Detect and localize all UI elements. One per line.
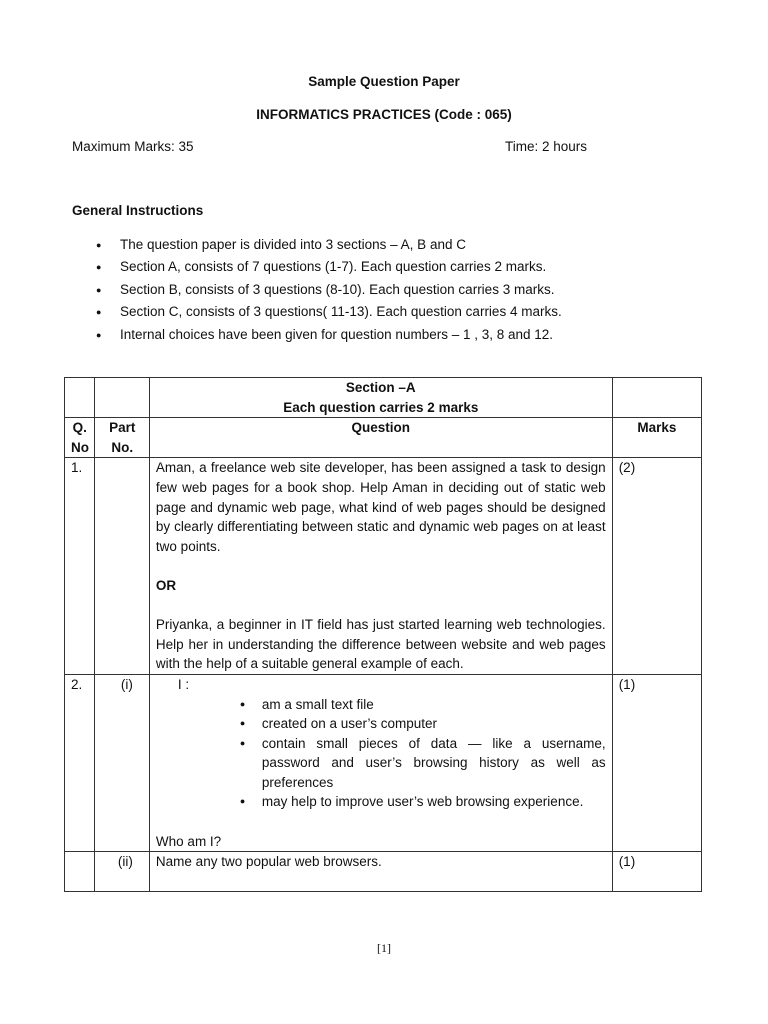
- instruction-item: ● Internal choices have been given for question numbers – 1 , 3, 8 and 12.: [72, 324, 712, 346]
- section-subtitle: Each question carries 2 marks: [283, 399, 479, 415]
- marks-value: (2): [612, 458, 701, 675]
- list-item: ● am a small text file: [240, 695, 606, 715]
- question-table: [64, 377, 702, 892]
- instruction-item: ● Section B, consists of 3 questions (8-10). Each question carries 3 marks.: [72, 279, 712, 301]
- time-allowed: Time: 2 hours: [505, 139, 588, 154]
- instructions-heading: General Instructions: [72, 203, 204, 218]
- section-header-row: [65, 378, 702, 418]
- question-text: I : ● am a small text file ● created on a user’s computer ● contain small pieces of data — like a username, password and user’s browsing history as well as preferences ● may help to improve user’s web browsing experience. Who am I?: [149, 674, 612, 851]
- instruction-item: ● Section C, consists of 3 questions( 11-13). Each question carries 4 marks.: [72, 301, 712, 323]
- section-title: Section –A: [345, 380, 416, 395]
- question-number: 1.: [65, 458, 95, 675]
- list-item: ● contain small pieces of data — like a username, password and user’s browsing history as well as preferences: [240, 734, 606, 793]
- instruction-item: ● Section A, consists of 7 questions (1-7). Each question carries 2 marks.: [72, 256, 712, 278]
- table-row: [65, 458, 702, 675]
- question-header: Question: [149, 418, 612, 458]
- list-item: ● created on a user’s computer: [240, 714, 606, 734]
- paper-subject: INFORMATICS PRACTICES (Code : 065): [256, 107, 512, 122]
- paper-title: Sample Question Paper: [308, 74, 460, 89]
- section-heading: [149, 378, 612, 418]
- instructions-list: [72, 234, 712, 346]
- question-number: 2.: [65, 674, 95, 851]
- marks-value: (1): [612, 674, 701, 851]
- part-header: Part No.: [95, 418, 149, 458]
- or-label: OR: [155, 577, 177, 593]
- page-number: [1]: [377, 941, 391, 955]
- marks-header: Marks: [612, 418, 701, 458]
- question-text: Name any two popular web browsers.: [149, 852, 612, 892]
- qno-header: Q. No: [65, 418, 95, 458]
- table-row: [65, 852, 702, 892]
- column-header-row: [65, 418, 702, 458]
- list-item: ● may help to improve user’s web browsing experience.: [240, 792, 606, 812]
- maximum-marks: Maximum Marks: 35: [72, 139, 194, 154]
- marks-value: (1): [612, 852, 701, 892]
- part-number: (ii): [95, 852, 149, 892]
- instruction-item: ● The question paper is divided into 3 sections – A, B and C: [72, 234, 712, 256]
- question-text: Aman, a freelance web site developer, has been assigned a task to design few web pages for a book shop. Help Aman in deciding out of static web page and dynamic web page, what kind of web pages should be designed by clearly differentiating between static and dynamic web pages on at least two points. OR Priyanka, a beginner in IT field has just started learning web technologies. Help her in understanding the difference between website and web pages with the help of a suitable general example of each.: [149, 458, 612, 675]
- clue-list: [156, 695, 606, 813]
- part-number: (i): [95, 674, 149, 851]
- table-row: [65, 674, 702, 851]
